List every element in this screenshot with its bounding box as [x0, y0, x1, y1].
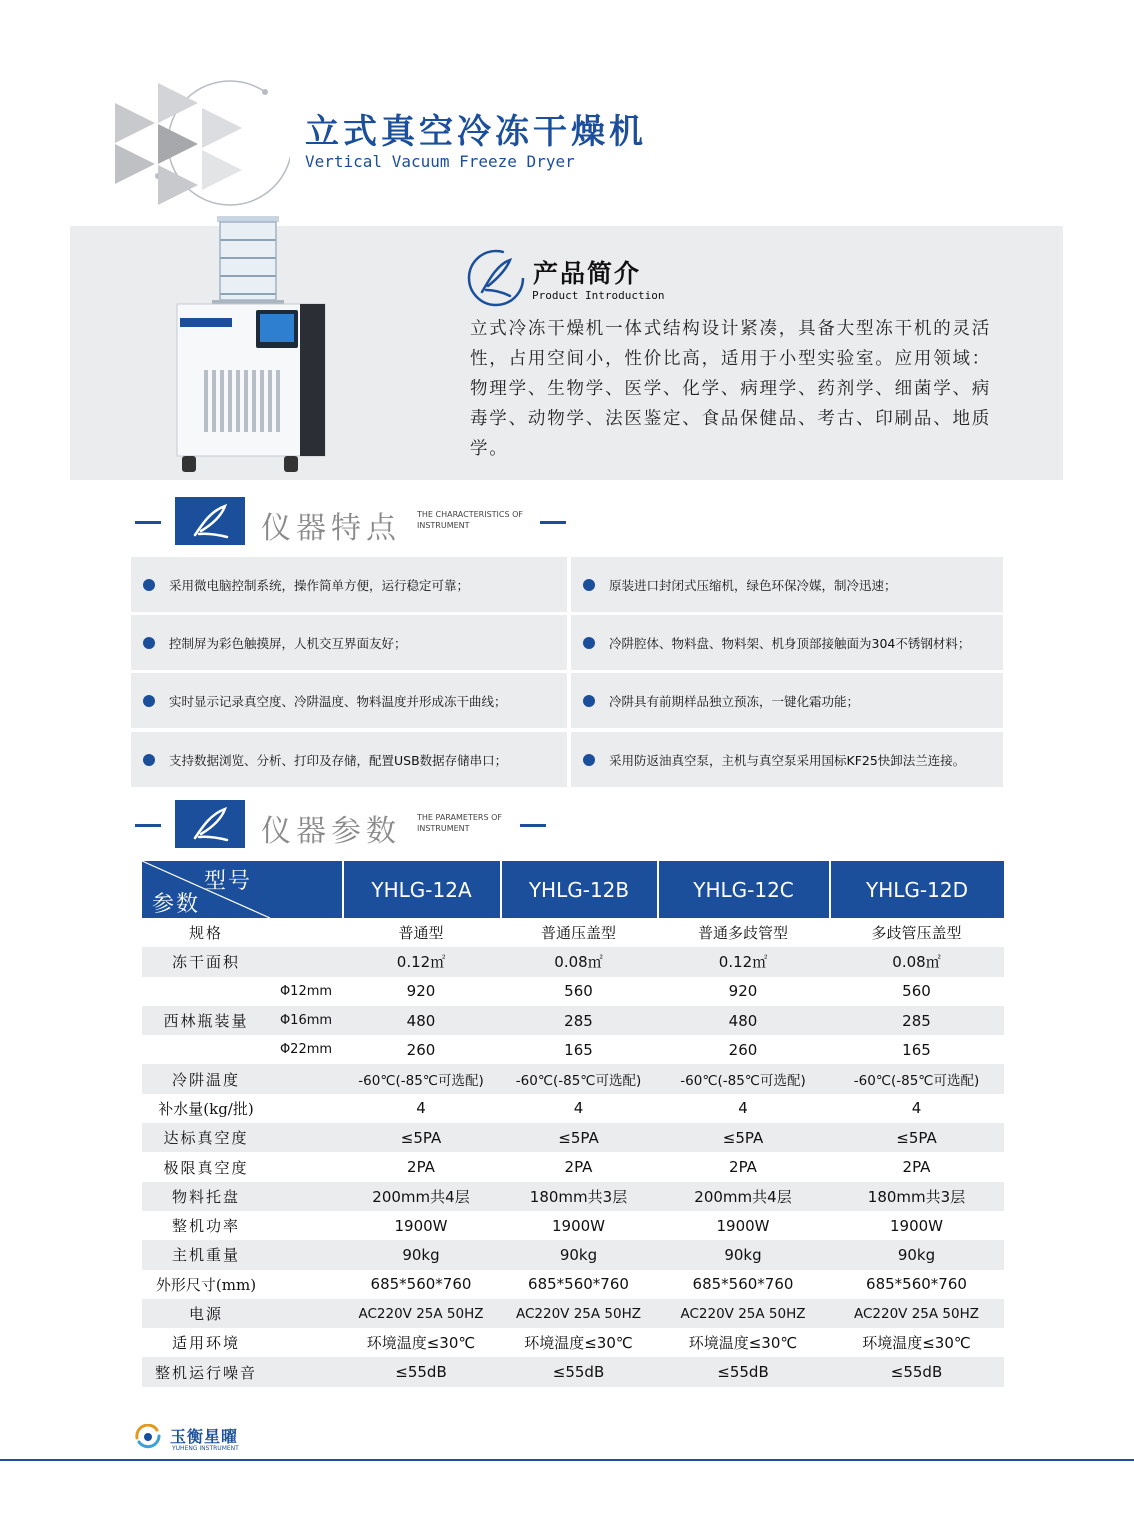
feature-item: 采用微电脑控制系统，操作简单方便，运行稳定可靠； [131, 557, 567, 612]
footer-divider [0, 1459, 1134, 1461]
quill-icon [175, 497, 245, 545]
table-row: 规格 普通型 普通压盖型 普通多歧管型 多歧管压盖型 [188, 924, 962, 943]
model-header: YHLG-12A [371, 877, 472, 902]
intro-title: 产品简介 [533, 259, 642, 288]
feature-item: 原装进口封闭式压缩机，绿色环保冷媒，制冷迅速； [571, 557, 1003, 612]
table-row: 极限真空度 2PA 2PA 2PA 2PA [163, 1158, 931, 1177]
feature-item: 实时显示记录真空度、冷阱温度、物料温度并形成冻干曲线； [131, 673, 567, 728]
section-subtitle: THE PARAMETERS OF INSTRUMENT [417, 813, 502, 833]
table-row: 冷阱温度 -60℃(-85℃可选配) -60℃(-85℃可选配) -60℃(-85℃可选配) -60℃(-85℃可选配) [142, 1064, 1004, 1093]
table-row: 物料托盘 200mm共4层 180mm共3层 200mm共4层 180mm共3层 [142, 1182, 1004, 1211]
table-header [142, 861, 1004, 918]
company-name-en: YUHENG INSTRUMENT [172, 1445, 239, 1452]
quill-icon [466, 248, 526, 308]
table-row: 整机功率 1900W 1900W 1900W 1900W [171, 1216, 943, 1236]
parameter-table [142, 861, 1004, 1387]
table-row: Φ22mm 260 165 260 165 [279, 1040, 931, 1059]
model-header: YHLG-12D [866, 877, 968, 902]
table-row: 冻干面积 0.12㎡ 0.08㎡ 0.12㎡ 0.08㎡ [142, 947, 1004, 976]
feature-item: 采用防返油真空泵，主机与真空泵采用国标KF25快卸法兰连接。 [571, 732, 1003, 787]
table-row: 达标真空度 ≤5PA ≤5PA ≤5PA ≤5PA [142, 1123, 1004, 1152]
feature-item: 控制屏为彩色触摸屏，人机交互界面友好； [131, 615, 567, 670]
feature-item: 冷阱具有前期样品独立预冻，一键化霜功能； [571, 673, 1003, 728]
model-header: YHLG-12B [528, 877, 630, 902]
table-row: 外形尺寸(mm) 685*560*760 685*560*760 685*560*760 685*560*760 [155, 1275, 967, 1294]
section-title: 仪器特点 [261, 511, 401, 546]
table-corner: 型号 参数 [142, 861, 270, 918]
feature-item: 支持数据浏览、分析、打印及存储，配置USB数据存储串口； [131, 732, 567, 787]
triangle-pattern-icon [110, 78, 290, 208]
table-row: 补水量(kg/批) 4 4 4 4 [158, 1099, 922, 1118]
table-row: 电源 AC220V 25A 50HZ AC220V 25A 50HZ AC220V 25A 50HZ AC220V 25A 50HZ [142, 1299, 1004, 1328]
product-image [172, 214, 332, 476]
features-section-header [135, 497, 575, 549]
company-logo-icon [133, 1424, 163, 1450]
quill-icon [175, 800, 245, 848]
feature-item: 冷阱腔体、物料盘、物料架、机身顶部接触面为304不锈钢材料； [571, 615, 1003, 670]
section-subtitle: THE CHARACTERISTICS OF INSTRUMENT [417, 510, 524, 530]
company-name: 玉衡星曜 [170, 1427, 239, 1446]
table-row: 主机重量 90kg 90kg 90kg 90kg [142, 1240, 1004, 1269]
intro-subtitle: Product Introduction [532, 289, 665, 302]
page-subtitle: Vertical Vacuum Freeze Dryer [305, 152, 575, 171]
params-section-header [135, 800, 575, 852]
table-row: Φ12mm 920 560 920 560 [279, 982, 931, 1001]
intro-text: 立式冷冻干燥机一体式结构设计紧凑，具备大型冻干机的灵活性，占用空间小，性价比高，适用于小型实验室。应用领域：物理学、生物学、医学、化学、病理学、药剂学、细菌学、病毒学、动物学、法医鉴定、食品保健品、考古、印刷品、地质学。 [470, 319, 992, 459]
section-title: 仪器参数 [261, 814, 401, 849]
model-header: YHLG-12C [693, 877, 794, 902]
page-title: 立式真空冷冻干燥机 [305, 112, 647, 152]
table-row: 整机运行噪音 ≤55dB ≤55dB ≤55dB ≤55dB [142, 1357, 1004, 1386]
table-row: 西林瓶装量 Φ16mm 480 285 480 285 [142, 1006, 1004, 1035]
features-grid [131, 557, 1003, 787]
table-row: 适用环境 环境温度≤30℃ 环境温度≤30℃ 环境温度≤30℃ 环境温度≤30℃ [171, 1334, 971, 1353]
